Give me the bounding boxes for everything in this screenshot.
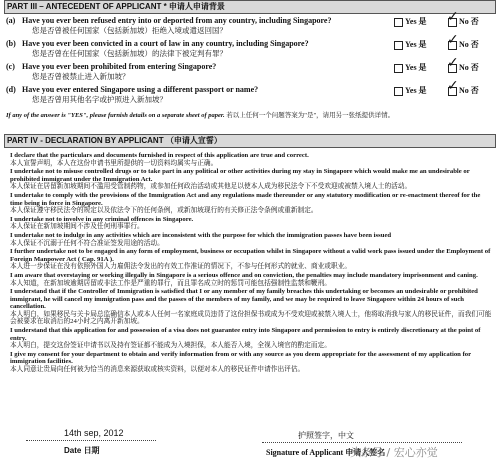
yes-checkbox[interactable]	[394, 18, 403, 27]
yes-checkbox[interactable]	[394, 41, 403, 50]
declaration-en: I undertake not to involve in any criminal offences in Singapore.	[10, 215, 194, 223]
part3-header: PART III – ANTECEDENT OF APPLICANT * 申请人申请背景	[4, 0, 496, 14]
declaration-cn: 本人明白，如果移民与关卡局总监确信本人或本人任何一名家庭成员违背了这份担保书或成为不受欢迎或被禁入境人士，他将取消我与家人的移民证件，而我们可能会被要求在取消后的24小时之内离开新加坡。	[10, 310, 492, 326]
declaration-en: I understand that this application for and possession of a visa does not guarantee entry into Singapore and permission to entry is entirely discretionary at the point of entry.	[10, 327, 481, 342]
date-label: Date 日期	[64, 446, 100, 455]
declaration-cn: 本人保证遵守移民法令的规定以及依法令下的任何条例，或新加坡现行的有关修正法令条例或重新制定。	[10, 207, 318, 215]
signature-label: Signature of Applicant 申请人签名	[266, 448, 386, 457]
question-en: Have you ever been prohibited from entering Singapore?	[22, 62, 217, 71]
note-en: If any of the answer is "YES", please furnish details on a separate sheet of paper.	[6, 112, 225, 119]
declaration-en: I undertake to comply with the provisions of the Immigration Act and any regulations made thereunder or any statutory modification or re-enactment thereof for the time being in force in Singapore.	[10, 191, 481, 207]
yes-label: Yes 是	[405, 17, 427, 26]
note-cn: 若以上任何一个问题答案为"是"，请用另一张纸提供详情。	[226, 112, 395, 119]
question-row	[4, 9, 496, 37]
date-value: 14th sep, 2012	[64, 428, 124, 438]
declaration-text	[4, 148, 496, 374]
declaration-en: I give my consent for your department to obtain and verify information from or with any source as you deem appropriate for the assessment of my application for immigration facilities.	[10, 350, 471, 366]
yes-label: Yes 是	[405, 63, 427, 72]
signature-line	[262, 442, 462, 443]
question-letter: (d)	[6, 85, 16, 94]
question-en: Have you ever been refused entry into or deported from any country, including Singapore?	[22, 16, 332, 25]
checkmark-icon: ✓	[447, 78, 459, 94]
declaration-en: I declare that the particulars and documents furnished in respect of this application are true and correct.	[10, 152, 309, 159]
yes-checkbox[interactable]	[394, 87, 403, 96]
question-row	[4, 78, 496, 106]
part3-note	[6, 110, 496, 134]
checkmark-icon: ✓	[447, 9, 459, 25]
question-row	[4, 32, 496, 60]
yes-checkbox[interactable]	[394, 64, 403, 73]
question-cn: 您是否曾在任何国家（包括新加坡）的法律下被定判有罪？	[32, 49, 227, 58]
declaration-cn: 本人保证在居留新加坡期间不滥用受管制药物，或参加任何政治活动或其他足以使本人成为移民法令下不受欢迎或被禁入境人士的活动。	[10, 183, 412, 191]
question-letter: (a)	[6, 16, 16, 25]
visa-form	[4, 0, 496, 375]
question-en: Have you ever been convicted in a court of law in any country, including Singapore?	[22, 39, 309, 48]
declaration-en: I undertake not to misuse controlled drugs or to take part in any political or other activities during my stay in Singapore which would make me an undesirable or prohibited immigrant under the Immigration Act.	[10, 168, 470, 183]
no-label: No 否	[459, 40, 479, 49]
yes-label: Yes 是	[405, 40, 427, 49]
no-label: No 否	[459, 63, 479, 72]
declaration-cn: 本人保证在新加坡期间不涉及任何刑事罪行。	[10, 223, 144, 231]
no-label: No 否	[459, 86, 479, 95]
watermark: 头条号 / 宏心亦觉	[350, 446, 438, 459]
declaration-en: I undertake not to indulge in any activities which are inconsistent with the purpose for which the immigration passes have been issued	[10, 231, 392, 239]
question-cn: 您是否曾用其他名字或护照进入新加坡？	[32, 95, 167, 104]
question-cn: 您是否曾被任何国家（包括新加坡）拒绝入境或遣返回国？	[32, 26, 227, 35]
declaration-cn: 本人知道，在新加坡逾期居留或非法工作是严重的罪行，而且罪名成立时的惩罚可能包括强制性监禁和鞭刑。	[10, 279, 331, 287]
declaration-en: I am aware that overstaying or working illegally in Singapore is a serious offence and on conviction, the penalties may include mandatory imprisonment and caning.	[10, 271, 478, 279]
question-list	[4, 9, 496, 106]
question-row	[4, 55, 496, 83]
part4-header: PART IV - DECLARATION BY APPLICANT （申请人宣誓）	[4, 134, 496, 148]
declaration-en: I further undertake not to be engaged in any form of employment, business or occupation whilst in Singapore without a valid work pass issued under the Employment of Foreign Manpower Act ( Cap. 91A ).	[10, 248, 491, 263]
declaration-cn: 本人宣誓声明，本人在这份申请书里所提供的一切资料均属实与正确。	[10, 159, 218, 167]
yes-label: Yes 是	[405, 86, 427, 95]
declaration-cn: 本人保证不沉溺于任何不符合准证签发用途的活动。	[10, 239, 164, 247]
declaration-cn: 本人明白，提交这份签证申请书以及持有签证都不能成为入境担保，本人能否入境，全视入境官的酌定而定。	[10, 342, 331, 350]
question-letter: (c)	[6, 62, 15, 71]
declaration-cn: 本人进一步保证在没有依照外国人力雇佣法令发出的有效工作准证的情况下，不参与任何形式的就业、商业或职业。	[10, 263, 352, 271]
no-label: No 否	[459, 17, 479, 26]
question-letter: (b)	[6, 39, 16, 48]
checkmark-icon: ✓	[447, 32, 459, 48]
date-line	[26, 440, 156, 441]
question-cn: 您是否曾被禁止进入新加坡？	[32, 72, 130, 81]
declaration-cn: 本人同意让贵局向任何被为恰当的消息来源获取或核实资料，以便对本人的移民证件申请作出评估。	[10, 366, 305, 374]
signature-value: 护照签字，中文	[298, 431, 354, 440]
question-en: Have you ever entered Singapore using a different passport or name?	[22, 85, 259, 94]
declaration-en: I understand that if the Controller of Immigration is satisfied that I or any member of my family breaches this undertaking or becomes an undesirable or prohibited immigrant, he will cancel my immigration pass and the passes of the members of my family, and we may be required to leave Singapore within 24 hours of such cancellation.	[10, 288, 478, 311]
checkmark-icon: ✓	[447, 55, 459, 71]
